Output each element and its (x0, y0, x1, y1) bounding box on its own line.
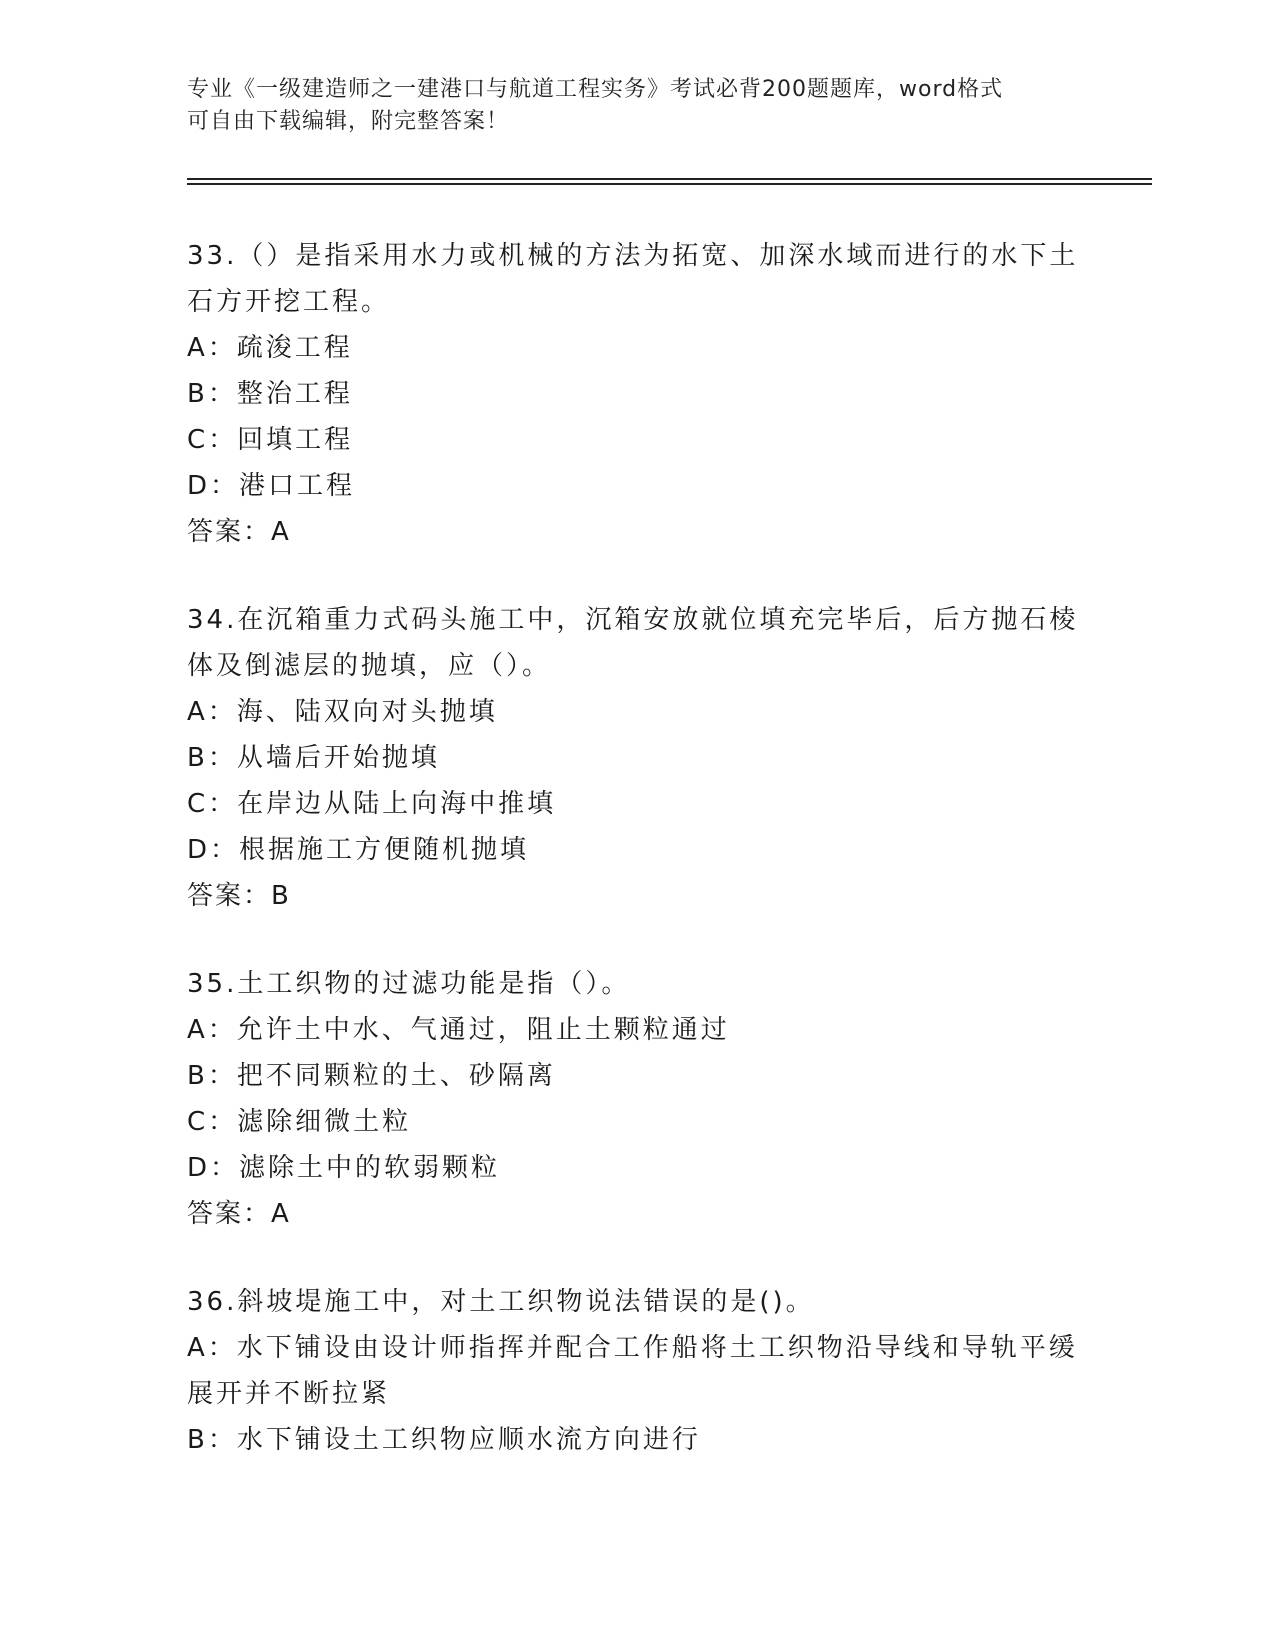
question-36 (187, 1279, 1087, 1463)
option-a: A：允许土中水、气通过，阻止土颗粒通过 (187, 1015, 730, 1045)
option-a: A：海、陆双向对头抛填 (187, 697, 498, 727)
header-title-line-2: 可自由下载编辑，附完整答案！ (187, 109, 510, 134)
question-stem-line: 34.在沉箱重力式码头施工中，沉箱安放就位填充完毕后，后方抛石棱 (187, 605, 1079, 635)
question-stem-line: 33.（）是指采用水力或机械的方法为拓宽、加深水域而进行的水下土 (187, 241, 1079, 271)
option-d: D：港口工程 (187, 471, 356, 501)
option-b: B：把不同颗粒的土、砂隔离 (187, 1061, 556, 1091)
question-33 (187, 233, 1087, 555)
option-c: C：在岸边从陆上向海中推填 (187, 789, 557, 819)
option-c: C：滤除细微土粒 (187, 1107, 412, 1137)
option-b: B：水下铺设土工织物应顺水流方向进行 (187, 1425, 701, 1455)
answer-line: 答案：B (187, 881, 291, 911)
option-b: B：整治工程 (187, 379, 353, 409)
header-divider-bottom (187, 183, 1152, 185)
option-a-continued: 展开并不断拉紧 (187, 1379, 391, 1409)
option-a: A：疏浚工程 (187, 333, 353, 363)
question-stem-line: 35.土工织物的过滤功能是指（）。 (187, 969, 631, 999)
answer-line: 答案：A (187, 517, 291, 547)
answer-line: 答案：A (187, 1199, 291, 1229)
option-b: B：从墙后开始抛填 (187, 743, 440, 773)
question-stem-line: 石方开挖工程。 (187, 287, 391, 317)
option-a: A：水下铺设由设计师指挥并配合工作船将土工织物沿导线和导轨平缓 (187, 1333, 1078, 1363)
option-d: D：滤除土中的软弱颗粒 (187, 1153, 501, 1183)
question-stem-line: 36.斜坡堤施工中，对土工织物说法错误的是()。 (187, 1287, 815, 1317)
header-title-line-1: 专业《一级建造师之一建港口与航道工程实务》考试必背200题题库，word格式 (187, 77, 1004, 102)
document-header (187, 74, 1087, 138)
option-d: D：根据施工方便随机抛填 (187, 835, 530, 865)
question-35 (187, 961, 1087, 1237)
question-stem-line: 体及倒滤层的抛填，应（）。 (187, 651, 552, 681)
option-c: C：回填工程 (187, 425, 354, 455)
question-34 (187, 597, 1087, 919)
header-divider-top (187, 178, 1152, 180)
